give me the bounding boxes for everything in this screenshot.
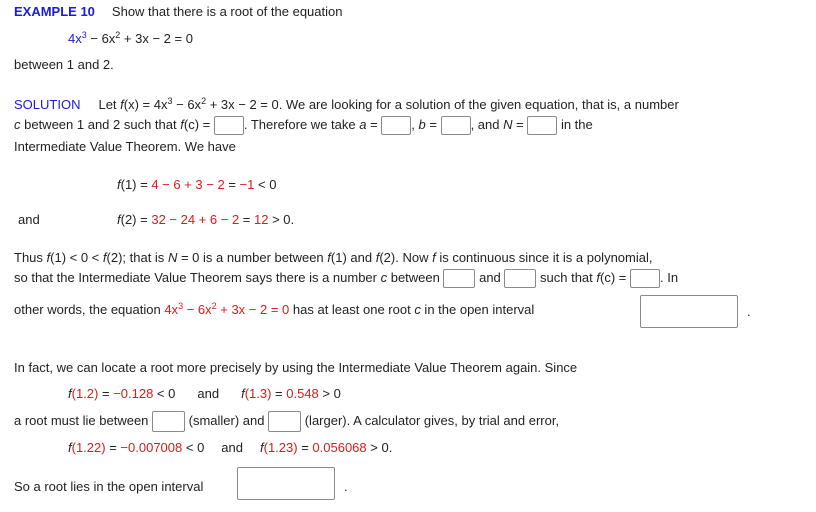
example-header [14, 3, 342, 21]
open-interval-input[interactable] [640, 295, 738, 328]
fact-f12-f13: f(1.2) = −0.128 < 0 and f(1.3) = 0.548 > 0 [68, 386, 341, 401]
interval-right-input[interactable] [504, 269, 536, 288]
solution-line-2: c between 1 and 2 such that f(c) = . Therefore we take a = , b = , and N = in the [14, 116, 593, 135]
fact-f122-f123: f(1.22) = −0.007008 < 0 and f(1.23) = 0.056068 > 0. [68, 440, 393, 455]
smaller-input[interactable] [152, 411, 185, 432]
fc-n-input[interactable] [630, 269, 660, 288]
period: . [747, 304, 751, 319]
solution-line-1: SOLUTION Let $f(x) = 4x^3 - 6x^2 + 3x - 2 = 0$. We are looking for a solution of the given equation, that is, a number [14, 96, 679, 112]
n-value-input[interactable] [527, 116, 557, 135]
main-equation: $4x^3 - 6x^2 + 3x - 2 = 0$ [68, 30, 193, 46]
f2-calculation: f(2) = 32 − 24 + 6 − 2 = 12 > 0. [117, 212, 295, 227]
example-label: EXAMPLE 10 [14, 4, 95, 19]
and-label: and [18, 212, 40, 227]
final-text: So a root lies in the open interval [14, 479, 204, 494]
thus-line-1: Thus f(1) < 0 < f(2); that is N = 0 is a number between f(1) and f(2). Now f is continuous since it is a polynomial, [14, 250, 653, 265]
solution-label: SOLUTION [14, 97, 81, 112]
a-value-input[interactable] [381, 116, 411, 135]
fact-line-1: In fact, we can locate a root more precisely by using the Intermediate Value Theorem again. Since [14, 360, 578, 375]
solution-line-3: Intermediate Value Theorem. We have [14, 139, 236, 154]
larger-input[interactable] [268, 411, 301, 432]
fc-value-input[interactable] [214, 116, 244, 135]
thus-line-2: so that the Intermediate Value Theorem says there is a number c between and such that f(c) = . In [14, 269, 678, 288]
fact-line-3: a root must lie between (smaller) and (larger). A calculator gives, by trial and error, [14, 411, 559, 432]
example-prompt: Show that there is a root of the equation [111, 4, 343, 19]
final-interval-input[interactable] [237, 467, 335, 500]
f1-calculation: f(1) = 4 − 6 + 3 − 2 = −1 < 0 [117, 177, 277, 192]
b-value-input[interactable] [441, 116, 471, 135]
interval-left-input[interactable] [443, 269, 475, 288]
thus-line-3: other words, the equation $4x^3 - 6x^2 + 3x - 2 = 0$ has at least one root c in the open interval [14, 301, 535, 317]
between-text: between 1 and 2. [14, 57, 114, 72]
final-period: . [344, 479, 348, 494]
